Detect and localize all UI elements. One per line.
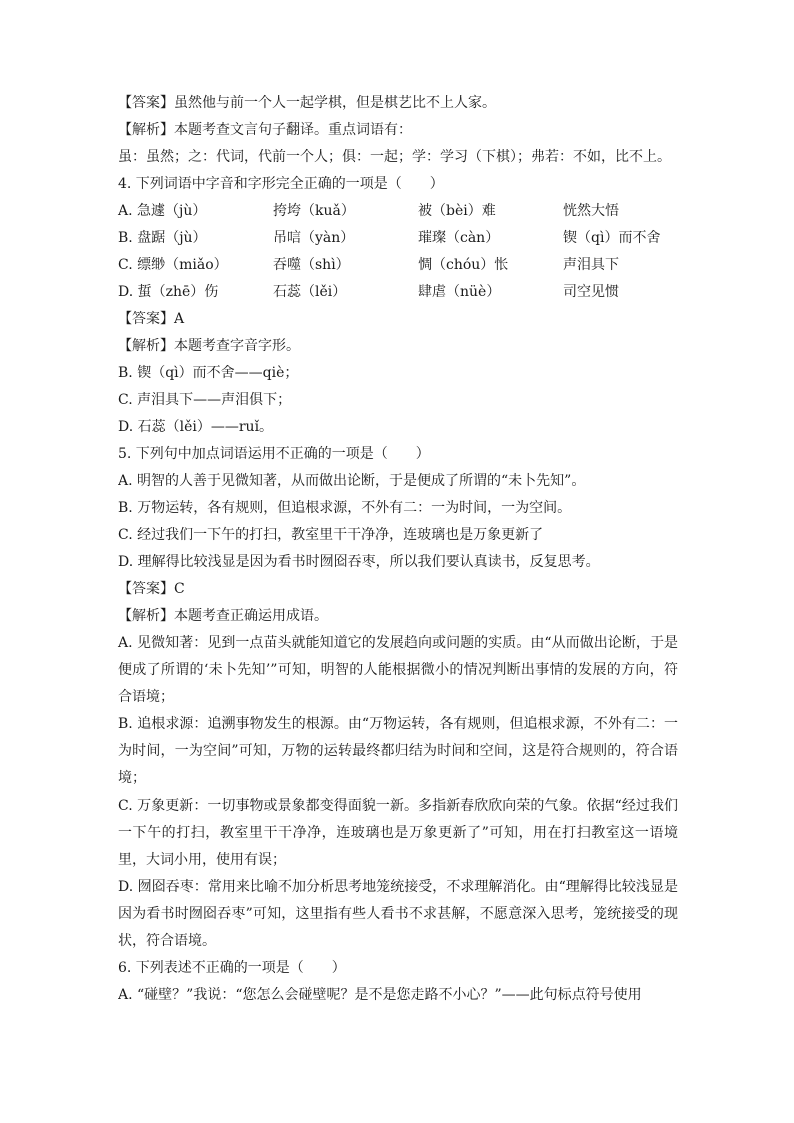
q4-option-cell: C. 缥缈（miǎo） (118, 257, 228, 273)
q5-explanation: C. 万象更新：一切事物或景象都变得面貌一新。多指新春欣欣向荣的气象。依据“经过我们一下午的打扫，教室里干干净净，连玻璃也是万象更新了”可知，用在打扫教室这一语境里，大词小用，使用有误； (118, 797, 678, 868)
q4-option-cell: 吞噬（shì） (273, 257, 350, 273)
q6-option-a: A. “碰壁？”我说：“您怎么会碰壁呢？是不是您走路不小心？”——此句标点符号使用 (118, 987, 642, 1004)
q4-answer: 【答案】A (118, 311, 185, 327)
q4-option-cell: 恍然大悟 (563, 203, 619, 219)
q4-option-cell: 挎垮（kuǎ） (273, 203, 355, 219)
q4-option-cell: 惆（chóu）怅 (418, 257, 509, 273)
q4-analysis: 【解析】本题考查字音字形。 (118, 338, 300, 354)
q5-analysis: 【解析】本题考查正确运用成语。 (118, 608, 328, 624)
q4-option-row-b (118, 225, 678, 252)
q5-option: D. 理解得比较浅显是因为看书时囫囵吞枣，所以我们要认真读书，反复思考。 (118, 554, 600, 570)
q4-option-cell: 声泪具下 (563, 257, 619, 273)
q5-explanation: D. 囫囵吞枣：常用来比喻不加分析思考地笼统接受，不求理解消化。由“理解得比较浅显是因为看书时囫囵吞枣”可知，这里指有些人看书不求甚解，不愿意深入思考，笼统接受的现状，符合语境。 (118, 878, 678, 950)
q4-option-cell: 石蕊（lěi） (273, 284, 347, 300)
q5-answer: 【答案】C (118, 581, 185, 597)
q4-option-cell: 被（bèi）难 (418, 203, 496, 219)
q5-stem: 5. 下列句中加点词语运用不正确的一项是（ ） (118, 446, 430, 462)
q5-explanation: B. 追根求源：追溯事物发生的根源。由“万物运转，各有规则，但追根求源，不外有二：一为时间，一为空间”可知，万物的运转最终都归结为时间和空间，这是符合规则的，符合语境； (118, 716, 678, 787)
q4-option-cell: 肆虐（nüè） (418, 284, 501, 300)
q4-option-row-a (118, 198, 678, 225)
q3-detail: 虽：虽然；之：代词，代前一个人；俱：一起；学：学习（下棋）；弗若：不如，比不上。 (118, 149, 671, 165)
q5-explanation: A. 见微知著：见到一点苗头就能知道它的发展趋向或问题的实质。由“从而做出论断，于是便成了所谓的‘未卜先知’”可知，明智的人能根据微小的情况判断出事情的发展的方向，符合语境； (118, 635, 678, 706)
q5-option: A. 明智的人善于见微知著，从而做出论断，于是便成了所谓的“未卜先知”。 (118, 473, 586, 489)
q4-note: C. 声泪具下——声泪俱下； (118, 392, 292, 408)
q4-note: B. 锲（qì）而不舍——qiè； (118, 365, 299, 381)
q4-option-cell: 璀璨（càn） (418, 230, 500, 246)
document-page (118, 90, 678, 1009)
q5-option: B. 万物运转，各有规则，但追根求源，不外有二：一为时间，一为空间。 (118, 500, 572, 516)
q4-option-cell: D. 蜇（zhē）伤 (118, 284, 219, 300)
q4-option-cell: A. 急遽（jù） (118, 203, 207, 219)
q3-analysis: 【解析】本题考查文言句子翻译。重点词语有： (118, 122, 412, 138)
q4-option-cell: 司空见惯 (563, 284, 619, 300)
q6-stem: 6. 下列表述不正确的一项是（ ） (118, 960, 346, 977)
q3-answer: 【答案】虽然他与前一个人一起学棋，但是棋艺比不上人家。 (118, 95, 496, 111)
q4-option-cell: B. 盘踞（jù） (118, 230, 207, 246)
q4-option-cell: 吊唁（yàn） (273, 230, 355, 246)
q4-option-cell: 锲（qì）而不舍 (563, 230, 661, 246)
q4-option-row-d (118, 279, 678, 306)
q4-note: D. 石蕊（lěi）——ruǐ。 (118, 419, 274, 435)
q4-option-row-c (118, 252, 678, 279)
q4-stem: 4. 下列词语中字音和字形完全正确的一项是（ ） (118, 176, 444, 192)
q5-option: C. 经过我们一下午的打扫，教室里干干净净，连玻璃也是万象更新了 (118, 527, 544, 543)
